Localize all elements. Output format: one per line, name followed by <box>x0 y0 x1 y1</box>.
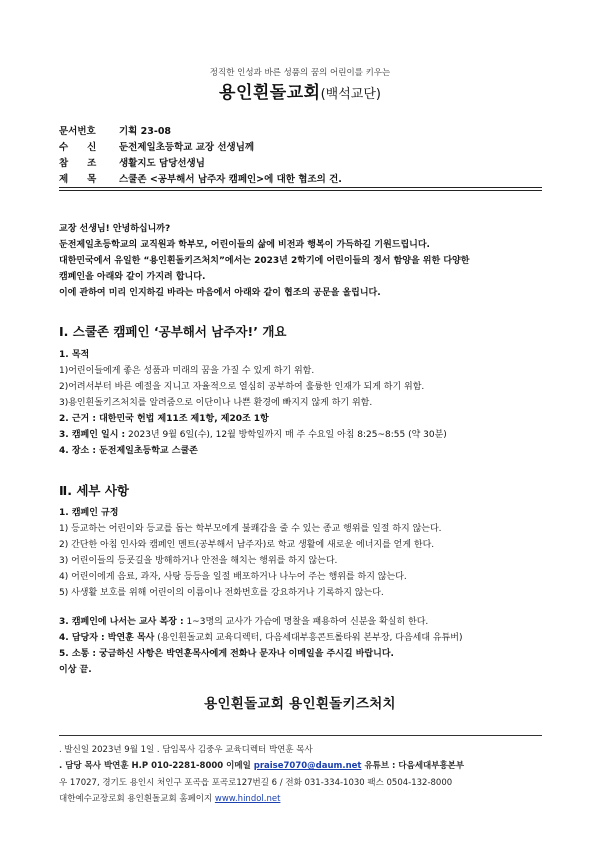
rules-heading: 1. 캠페인 규정 <box>59 508 119 518</box>
footer-divider <box>59 735 542 736</box>
meta-value: 스쿨존 <공부해서 남주자 캠페인>에 대한 협조의 건. <box>119 174 342 185</box>
meta-recipient <box>59 139 254 153</box>
manager-label: 4. 담당자 : 박연훈 목사 <box>59 633 155 643</box>
footer-homepage-line <box>59 792 280 804</box>
intro-line: 캠페인을 아래와 같이 가지려 합니다. <box>59 272 206 282</box>
schedule-value: 2023년 9월 6일(수), 12월 방학일까지 매 주 수요일 아침 8:25~8:55 (약 30분) <box>125 430 447 440</box>
footer-contact-line <box>59 759 464 771</box>
schedule-label: 3. 캠페인 일시 : <box>59 430 126 440</box>
meta-value: 기획 23-08 <box>119 126 172 137</box>
purpose-heading: 1. 목적 <box>59 350 90 360</box>
teacher-dress-label: 3. 캠페인에 나서는 교사 복장 : <box>59 617 184 627</box>
schedule-line <box>59 427 447 440</box>
basis-line: 2. 근거 : 대한민국 헌법 제11조 제1항, 제20조 1항 <box>59 414 269 424</box>
purpose-item: 3)용인흰돌키즈처치를 알려줌으로 이단이나 나쁜 환경에 빠지지 않게 하기 위함. <box>59 398 373 408</box>
meta-label: 제 목 <box>59 174 97 185</box>
intro-line: 대한민국에서 유일한 “용인흰돌키즈처치”에서는 2023년 2학기에 어린이들의 정서 함양을 위한 다양한 <box>59 256 470 266</box>
end-line: 이상 끝. <box>59 665 92 675</box>
meta-label: 문서번호 <box>59 126 96 137</box>
contact-line: 5. 소통 : 궁금하신 사항은 박연훈목사에게 전화나 문자나 이메일을 주시길 바랍니다. <box>59 649 394 659</box>
meta-reference <box>59 155 205 169</box>
place-line: 4. 장소 : 둔전제일초등학교 스쿨존 <box>59 446 198 456</box>
rule-item: 5) 사생활 보호를 위해 어린이의 이름이나 전화번호를 강요하거나 기록하지 않는다. <box>59 588 384 598</box>
signature: 용인흰돌교회 용인흰돌키즈처치 <box>204 696 396 712</box>
footer-contact-post: 유튜브 : 다음세대부흥본부 <box>361 761 465 771</box>
email-link[interactable]: praise7070@daum.net <box>253 761 362 771</box>
purpose-item: 1)어린이들에게 좋은 성품과 미래의 꿈을 가질 수 있게 하기 위함. <box>59 366 315 376</box>
rule-item: 4) 어린이에게 음료, 과자, 사탕 등등을 일절 배포하거나 나누어 주는 행위를 하지 않는다. <box>59 572 407 582</box>
footer-contact-pre: . 담당 목사 박연훈 H.P 010-2281-8000 이메일 <box>59 761 254 771</box>
meta-doc-number <box>59 123 171 137</box>
church-title <box>0 78 600 103</box>
intro-line: 이에 관하여 미리 인지하길 바라는 마음에서 아래와 같이 협조의 공문을 올립니다. <box>59 288 381 298</box>
meta-value: 둔전제일초등학교 교장 선생님께 <box>119 142 255 153</box>
teacher-dress-value: 1~3명의 교사가 가슴에 명찰을 패용하여 신분을 확실히 한다. <box>183 617 429 627</box>
intro-line: 교장 선생님! 안녕하십니까? <box>59 224 171 234</box>
church-name: 용인흰돌교회 <box>219 83 321 103</box>
manager-value: (용인흰돌교회 교육디렉터, 다음세대부흥콘트롤타워 본부장, 다음세대 유튜버) <box>154 633 463 643</box>
rule-item: 3) 어린이들의 등굣길을 방해하거나 안전을 해치는 행위를 하지 않는다. <box>59 556 338 566</box>
intro-line: 둔전제일초등학교의 교직원과 학부모, 어린이들의 삶에 비전과 행복이 가득하길 기원드립니다. <box>59 240 430 250</box>
footer-line: . 발신일 2023년 9월 1일 . 담임목사 김중우 교육디렉터 박연훈 목사 <box>59 745 313 755</box>
meta-subject <box>59 171 342 185</box>
meta-value: 생활지도 담당선생님 <box>119 158 205 169</box>
section-1-title: Ⅰ. 스쿨존 캠페인 ‘공부해서 남주자!’ 개요 <box>59 324 287 339</box>
teacher-dress-line <box>59 614 428 627</box>
header-divider <box>59 187 542 188</box>
manager-line <box>59 630 463 643</box>
rule-item: 2) 간단한 아침 인사와 캠페인 멘트(공부해서 남주자)로 학교 생활에 새로운 에너지를 얻게 한다. <box>59 540 435 550</box>
church-denomination: (백석교단) <box>320 87 381 102</box>
section-2-title: Ⅱ. 세부 사항 <box>59 483 129 498</box>
rule-item: 1) 등교하는 어린이와 등교를 돕는 학부모에게 불쾌감을 줄 수 있는 종교 행위를 일절 하지 않는다. <box>59 524 442 534</box>
header-divider-thin <box>59 190 542 191</box>
footer-homepage-pre: 대한예수교장로회 용인흰돌교회 홈페이지 <box>59 794 215 804</box>
homepage-link[interactable]: www.hindol.net <box>214 794 281 804</box>
church-tagline: 정직한 인성과 바른 성품의 꿈의 어린이를 키우는 <box>209 68 391 78</box>
footer-address-line: 우 17027, 경기도 용인시 처인구 포곡읍 포곡로127번길 6 / 전화 031-334-1030 팩스 0504-132-8000 <box>59 778 453 788</box>
purpose-item: 2)어려서부터 바른 예절을 지니고 자율적으로 열심히 공부하여 훌륭한 인재가 되게 하기 위함. <box>59 382 425 392</box>
meta-label: 참 조 <box>59 158 97 169</box>
meta-label: 수 신 <box>59 142 97 153</box>
